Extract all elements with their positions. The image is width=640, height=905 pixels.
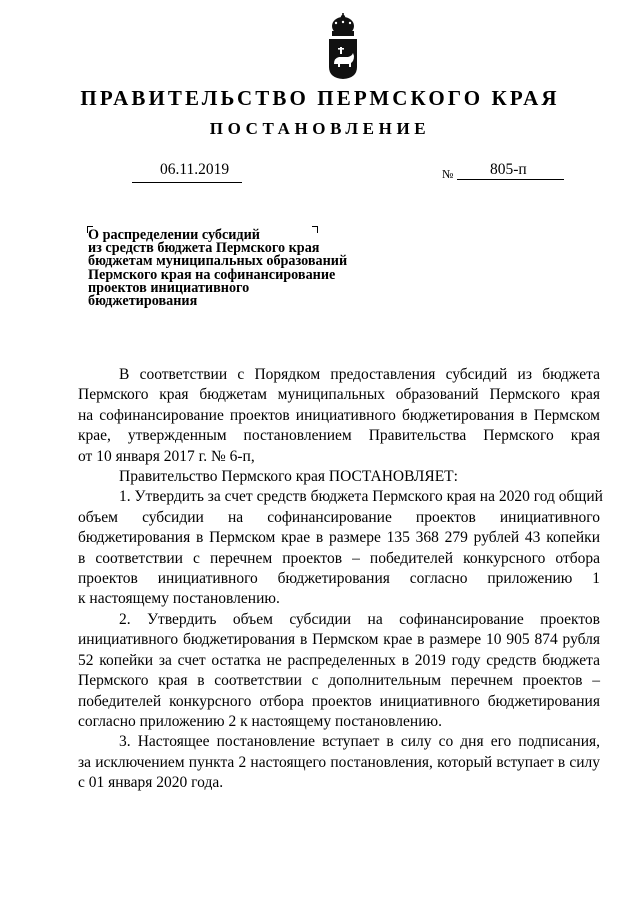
document-body (78, 365, 603, 794)
body-line: Правительство Пермского края ПОСТАНОВЛЯЕТ: (119, 468, 458, 486)
perm-krai-coat-of-arms-icon (323, 12, 363, 80)
document-number: 805-п (490, 161, 527, 178)
body-line: крае, утвержденным постановлением Правительства Пермского края (78, 427, 600, 445)
subject-line: бюджетам муниципальных образований (88, 253, 348, 270)
subject-line: Пермского края на софинансирование (88, 266, 336, 283)
body-line: согласно приложению 2 к настоящему постановлению. (78, 712, 442, 730)
body-line: 52 копейки за счет остатка не распределенных в 2019 году средств бюджета (78, 651, 600, 669)
document-subject (88, 229, 388, 308)
body-line: 1. Утвердить за счет средств бюджета Пермского края на 2020 год общий (119, 488, 603, 506)
body-line: за исключением пункта 2 настоящего постановления, который вступает в силу (78, 753, 600, 771)
subject-line: проектов инициативного (88, 279, 250, 296)
body-line: от 10 января 2017 г. № 6-п, (78, 447, 255, 465)
body-line: победителей конкурсного отбора проектов инициативного бюджетирования (78, 692, 600, 710)
number-sign: № (442, 167, 454, 181)
subject-line: О распределении субсидий (88, 227, 260, 243)
subject-line: бюджетирования (88, 293, 198, 310)
body-line: в соответствии с перечнем проектов – победителей конкурсного отбора (78, 549, 600, 567)
body-line: с 01 января 2020 года. (78, 774, 224, 792)
body-line: бюджетирования в Пермском крае в размере 135 368 279 рублей 43 копейки (78, 529, 600, 547)
body-line: Пермского края в соответствии с дополнительным перечнем проектов – (78, 672, 600, 690)
document-date: 06.11.2019 (160, 161, 230, 178)
body-line: 2. Утвердить объем субсидии на софинансирование проектов (119, 610, 600, 628)
body-line: В соответствии с Порядком предоставления субсидий из бюджета (119, 366, 600, 383)
document-type: ПОСТАНОВЛЕНИЕ (209, 119, 431, 138)
subject-line: из средств бюджета Пермского края (88, 240, 320, 257)
body-line: объем субсидии на софинансирование проектов инициативного (78, 508, 600, 526)
body-line: на софинансирование проектов инициативного бюджетирования в Пермском (78, 406, 600, 424)
body-line: инициативного бюджетирования в Пермском крае в размере 10 905 874 рубля (78, 631, 600, 649)
body-line: Пермского края бюджетам муниципальных образований Пермского края (78, 386, 600, 404)
body-line: 3. Настоящее постановление вступает в силу со дня его подписания, (119, 733, 600, 751)
body-line: проектов инициативного бюджетирования согласно приложению 1 (78, 570, 600, 588)
body-line: к настоящему постановлению. (78, 590, 280, 608)
government-title: ПРАВИТЕЛЬСТВО ПЕРМСКОГО КРАЯ (80, 86, 560, 110)
